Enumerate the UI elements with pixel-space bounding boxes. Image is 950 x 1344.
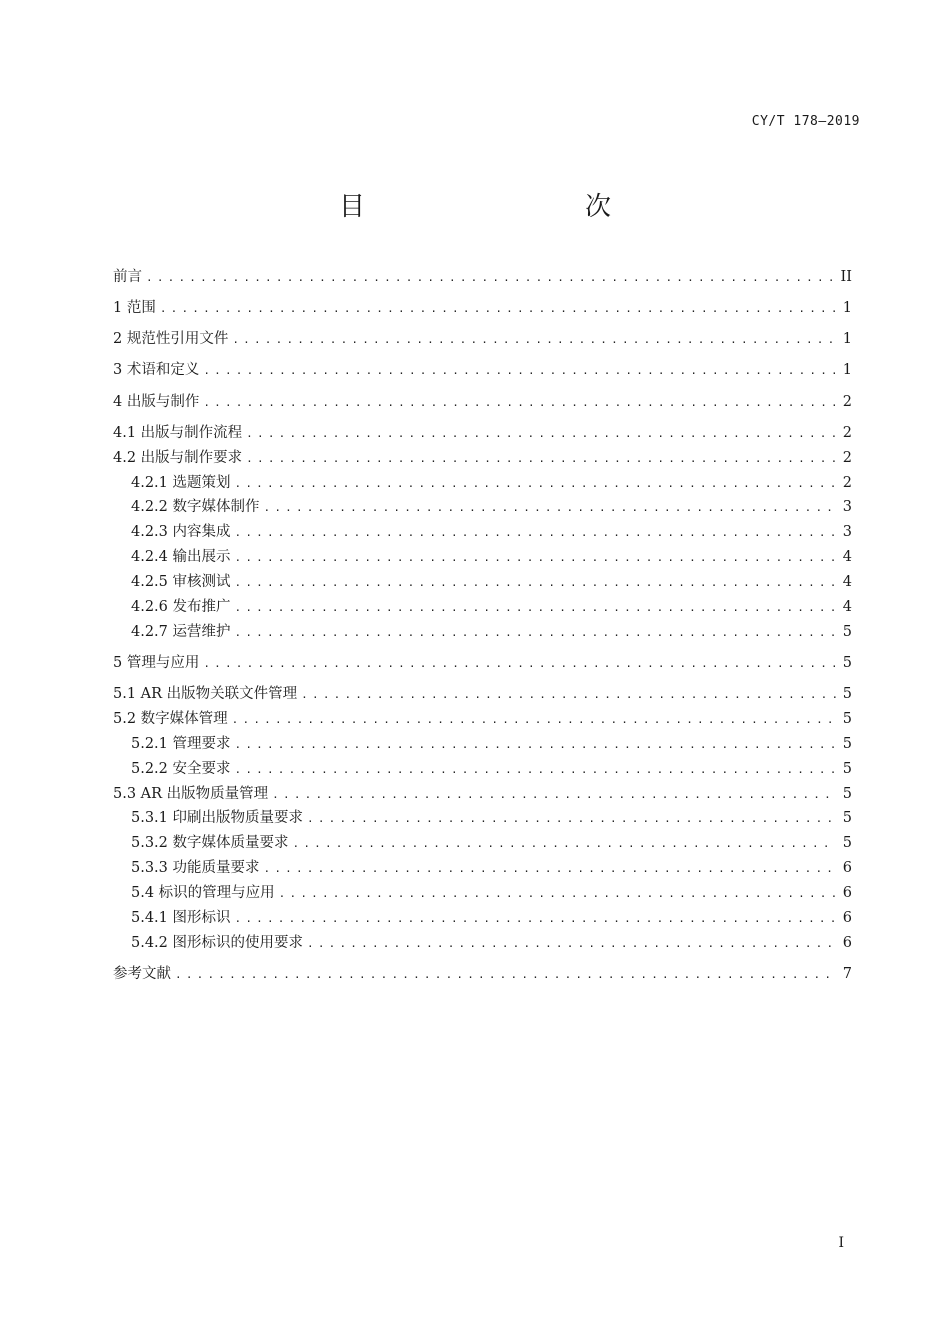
- toc-entry-5-3-1[interactable]: [131, 807, 852, 829]
- toc-leader-dots: [264, 858, 836, 880]
- toc-entry-4-2-3[interactable]: [131, 521, 852, 543]
- toc-leader-dots: [203, 392, 836, 414]
- page-title: 目 次: [338, 192, 667, 222]
- toc-entry-label: 5.4.2 图形标识的使用要求: [131, 935, 304, 951]
- toc-entry-page: 2: [842, 394, 852, 410]
- toc-entry-4-1[interactable]: [113, 422, 852, 444]
- toc-entry-label: 4 出版与制作: [113, 394, 200, 410]
- toc-entry-page: 2: [842, 475, 852, 491]
- toc-entry-page: 4: [842, 549, 852, 565]
- toc-entry-page: 5: [842, 761, 852, 777]
- toc-entry-label: 参考文献: [113, 966, 171, 982]
- toc-leader-dots: [235, 597, 836, 619]
- toc-entry-label: 5.1 AR 出版物关联文件管理: [113, 686, 298, 702]
- toc-entry-label: 3 术语和定义: [113, 362, 200, 378]
- toc-entry-label: 4.2.6 发布推广: [131, 599, 231, 615]
- toc-leader-dots: [232, 329, 836, 351]
- toc-entry-4[interactable]: [113, 391, 852, 413]
- toc-entry-label: 4.1 出版与制作流程: [113, 425, 243, 441]
- toc-entry-4-2-4[interactable]: [131, 546, 852, 568]
- toc-leader-dots: [246, 448, 836, 470]
- toc-leader-dots: [301, 684, 836, 706]
- toc-entry-page: 6: [842, 910, 852, 926]
- toc-entry-foreword[interactable]: [113, 266, 852, 288]
- toc-entry-label: 4.2 出版与制作要求: [113, 450, 243, 466]
- toc-entry-3[interactable]: [113, 359, 852, 381]
- toc-entry-5-4-1[interactable]: [131, 907, 852, 929]
- toc-leader-dots: [235, 622, 836, 644]
- toc-leader-dots: [232, 709, 836, 731]
- toc-entry-references[interactable]: [113, 963, 852, 985]
- toc-entry-page: 5: [842, 786, 852, 802]
- toc-entry-label: 5.3.1 印刷出版物质量要求: [131, 810, 304, 826]
- toc-entry-page: 5: [842, 624, 852, 640]
- toc-entry-page: 5: [842, 736, 852, 752]
- toc-leader-dots: [175, 964, 836, 986]
- toc-entry-page: 7: [842, 966, 852, 982]
- toc-entry-4-2-1[interactable]: [131, 472, 852, 494]
- page-number: I: [838, 1235, 844, 1251]
- toc-entry-5-1[interactable]: [113, 683, 852, 705]
- toc-leader-dots: [235, 759, 836, 781]
- toc-leader-dots: [246, 423, 836, 445]
- toc-entry-page: 2: [842, 450, 852, 466]
- toc-leader-dots: [293, 833, 836, 855]
- toc-leader-dots: [235, 473, 836, 495]
- toc-leader-dots: [203, 653, 836, 675]
- toc-entry-label: 5.4 标识的管理与应用: [131, 885, 275, 901]
- toc-entry-page: 1: [842, 331, 852, 347]
- toc-entry-4-2-5[interactable]: [131, 571, 852, 593]
- toc-entry-5-2-1[interactable]: [131, 733, 852, 755]
- toc-entry-label: 4.2.3 内容集成: [131, 524, 231, 540]
- toc-entry-5-4-2[interactable]: [131, 932, 852, 954]
- toc-entry-page: 6: [842, 860, 852, 876]
- toc-leader-dots: [203, 360, 836, 382]
- toc-leader-dots: [235, 572, 836, 594]
- toc-entry-label: 5.2 数字媒体管理: [113, 711, 228, 727]
- toc-entry-page: 4: [842, 574, 852, 590]
- toc-entry-page: 3: [842, 524, 852, 540]
- toc-leader-dots: [235, 734, 836, 756]
- toc-leader-dots: [307, 933, 836, 955]
- toc-entry-page: 1: [842, 362, 852, 378]
- toc-entry-label: 4.2.7 运营维护: [131, 624, 231, 640]
- toc-entry-label: 4.2.2 数字媒体制作: [131, 499, 260, 515]
- toc-leader-dots: [235, 547, 836, 569]
- toc-entry-label: 2 规范性引用文件: [113, 331, 229, 347]
- toc-entry-5-3-2[interactable]: [131, 832, 852, 854]
- toc-entry-page: 5: [842, 686, 852, 702]
- toc-entry-label: 5.2.1 管理要求: [131, 736, 231, 752]
- standard-code: CY/T 178—2019: [751, 114, 860, 129]
- toc-entry-page: II: [840, 269, 852, 285]
- toc-entry-4-2-7[interactable]: [131, 621, 852, 643]
- toc-entry-2[interactable]: [113, 328, 852, 350]
- toc-leader-dots: [264, 497, 836, 519]
- toc-leader-dots: [235, 522, 836, 544]
- toc-leader-dots: [272, 784, 836, 806]
- toc-entry-page: 3: [842, 499, 852, 515]
- toc-entry-4-2[interactable]: [113, 447, 852, 469]
- toc-entry-page: 6: [842, 885, 852, 901]
- toc-entry-page: 5: [842, 711, 852, 727]
- toc-leader-dots: [279, 883, 836, 905]
- toc-leader-dots: [160, 298, 836, 320]
- toc-entry-label: 5.2.2 安全要求: [131, 761, 231, 777]
- toc-entry-label: 4.2.4 输出展示: [131, 549, 231, 565]
- toc-entry-4-2-2[interactable]: [131, 496, 852, 518]
- toc-entry-label: 4.2.1 选题策划: [131, 475, 231, 491]
- toc-entry-5-3[interactable]: [113, 783, 852, 805]
- toc-entry-page: 4: [842, 599, 852, 615]
- toc-leader-dots: [235, 908, 836, 930]
- toc-entry-1[interactable]: [113, 297, 852, 319]
- toc-entry-label: 5.4.1 图形标识: [131, 910, 231, 926]
- toc-entry-5-2-2[interactable]: [131, 758, 852, 780]
- toc-entry-4-2-6[interactable]: [131, 596, 852, 618]
- toc-entry-5-4[interactable]: [131, 882, 852, 904]
- toc-entry-label: 5.3.3 功能质量要求: [131, 860, 260, 876]
- toc-entry-page: 5: [842, 835, 852, 851]
- toc-entry-label: 4.2.5 审核测试: [131, 574, 231, 590]
- toc-entry-5-3-3[interactable]: [131, 857, 852, 879]
- toc-leader-dots: [307, 808, 836, 830]
- toc-entry-label: 1 范围: [113, 300, 156, 316]
- toc-entry-label: 5.3.2 数字媒体质量要求: [131, 835, 289, 851]
- toc-entry-5[interactable]: [113, 652, 852, 674]
- toc-entry-label: 5.3 AR 出版物质量管理: [113, 786, 269, 802]
- toc-entry-label: 5 管理与应用: [113, 655, 200, 671]
- toc-entry-page: 1: [842, 300, 852, 316]
- toc-entry-page: 2: [842, 425, 852, 441]
- toc-entry-label: 前言: [113, 269, 142, 285]
- toc-entry-page: 5: [842, 655, 852, 671]
- toc-entry-page: 5: [842, 810, 852, 826]
- toc-leader-dots: [146, 267, 835, 289]
- toc-entry-page: 6: [842, 935, 852, 951]
- toc-entry-5-2[interactable]: [113, 708, 852, 730]
